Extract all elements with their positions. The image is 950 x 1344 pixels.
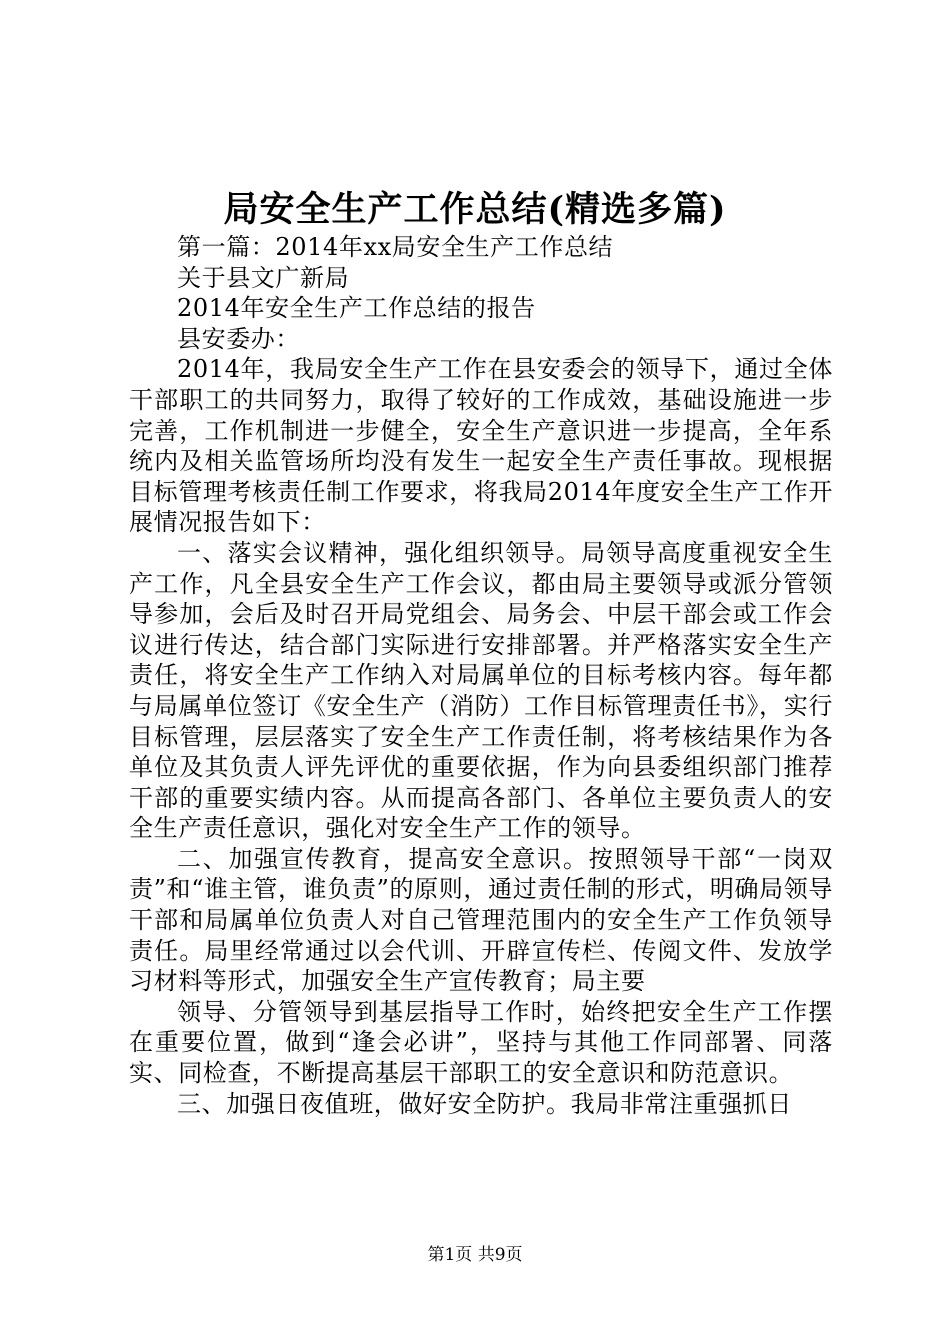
document-body [129, 232, 833, 1119]
paragraph-section-1: 一、落实会议精神，强化组织领导。局领导高度重视安全生产工作，凡全县安全生产工作会议，都由局主要领导或派分管领导参加，会后及时召开局党组会、局务会、中层干部会或工作会议进行传达，结合部门实际进行安排部署。并严格落实安全生产责任，将安全生产工作纳入对局属单位的目标考核内容。每年都与局属单位签订《安全生产（消防）工作目标管理责任书》，实行目标管理，层层落实了安全生产工作责任制，将考核结果作为各单位及其负责人评先评优的重要依据，作为向县委组织部门推荐干部的重要实绩内容。从而提高各部门、各单位主要负责人的安全生产责任意识，强化对安全生产工作的领导。 [129, 538, 833, 843]
paragraph-addressee: 县安委办： [177, 324, 300, 353]
page-footer: 第1页 共9页 [427, 1245, 523, 1265]
paragraph-section-3: 三、加强日夜值班，做好安全防护。我局非常注重强抓日 [177, 1089, 792, 1118]
paragraph-report-to: 关于县文广新局 [177, 263, 350, 292]
paragraph-section-2-cont: 领导、分管领导到基层指导工作时，始终把安全生产工作摆在重要位置，做到“逢会必讲”，坚持与其他工作同部署、同落实、同检查，不断提高基层干部职工的安全意识和防范意识。 [129, 997, 833, 1088]
document-title: 局安全生产工作总结(精选多篇) [223, 189, 727, 230]
paragraph-intro: 2014年，我局安全生产工作在县安委会的领导下，通过全体干部职工的共同努力，取得了较好的工作成效，基础设施进一步完善，工作机制进一步健全，安全生产意识进一步提高，全年系统内及相关监管场所均没有发生一起安全生产责任事故。现根据目标管理考核责任制工作要求，将我局2014年度安全生产工作开展情况报告如下： [129, 355, 833, 537]
paragraph-chapter-heading: 第一篇：2014年xx局安全生产工作总结 [177, 233, 614, 261]
paragraph-report-title: 2014年安全生产工作总结的报告 [177, 294, 536, 323]
paragraph-section-2: 二、加强宣传教育，提高安全意识。按照领导干部“一岗双责”和“谁主管，谁负责”的原则，通过责任制的形式，明确局领导干部和局属单位负责人对自己管理范围内的安全生产工作负领导责任。局里经常通过以会代训、开辟宣传栏、传阅文件、发放学习材料等形式，加强安全生产宣传教育；局主要 [129, 844, 833, 996]
